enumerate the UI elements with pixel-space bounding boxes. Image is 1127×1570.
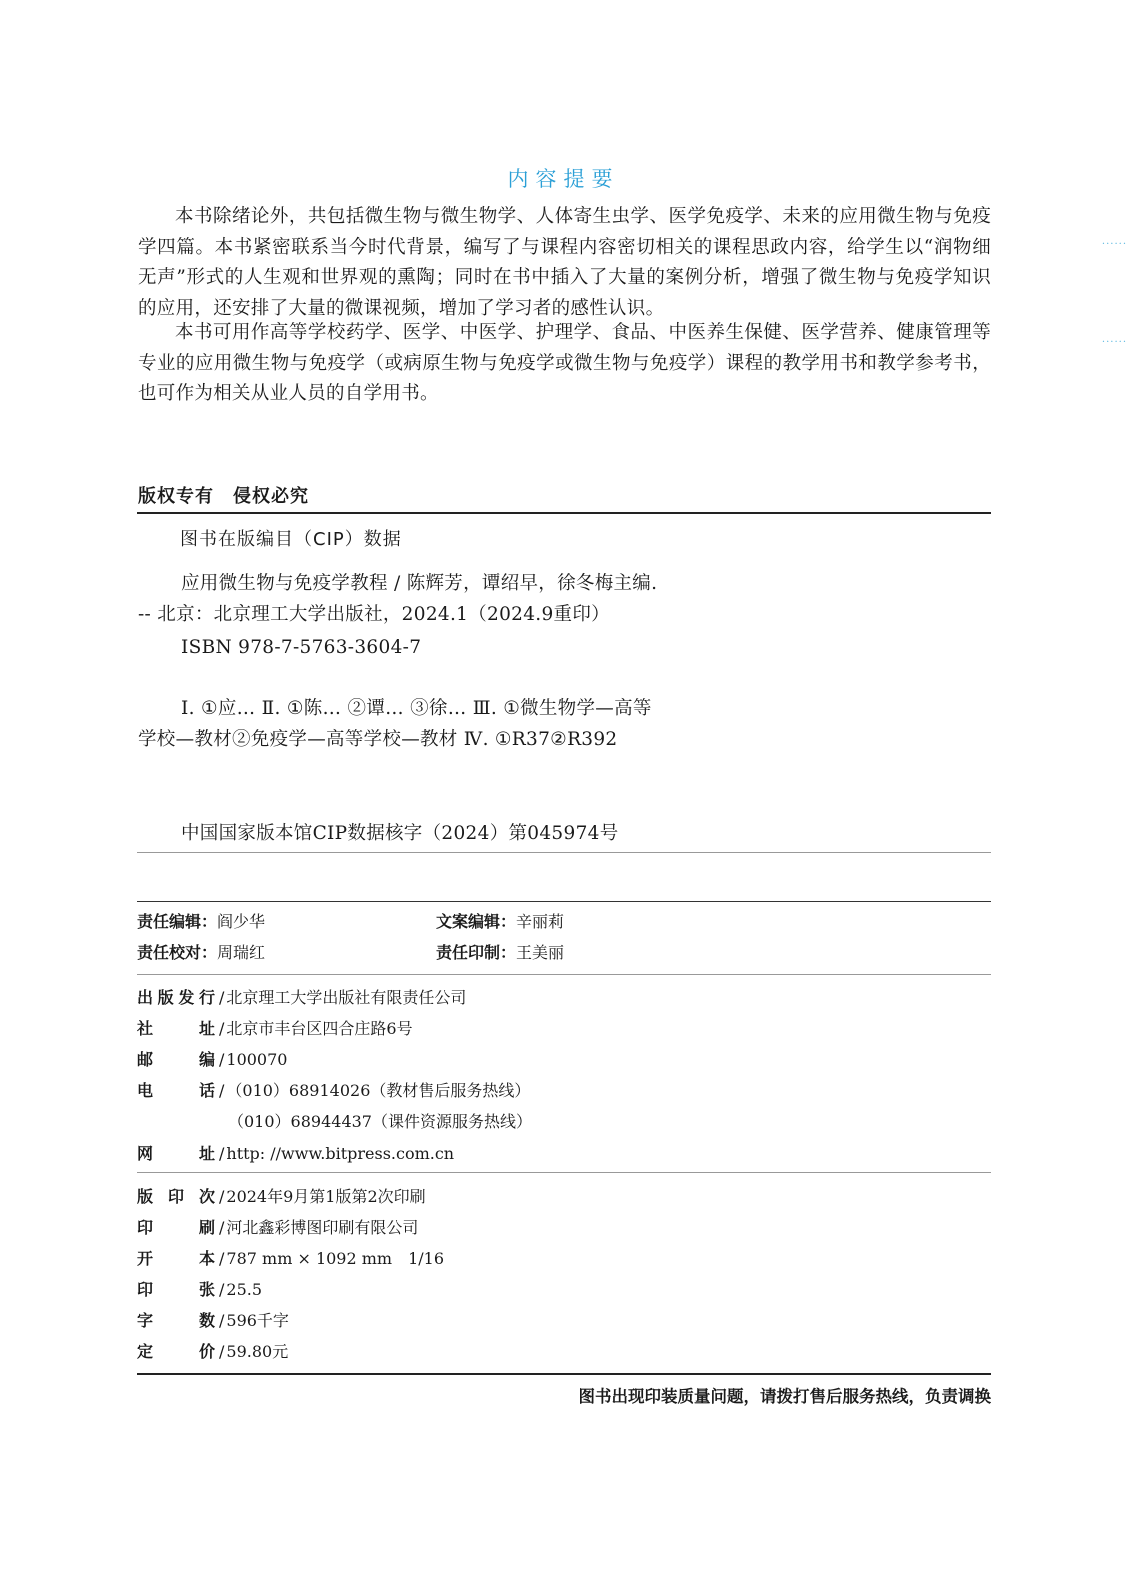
info-label: 网址 <box>137 1144 215 1163</box>
sheets-row: 印张 / 25.5 <box>137 1277 262 1300</box>
role-label: 责任校对： <box>137 943 218 962</box>
info-value: 59.80元 <box>226 1342 289 1361</box>
role-value: 阎少华 <box>217 912 266 931</box>
divider <box>137 901 991 902</box>
role-copy-editor <box>436 909 564 932</box>
quality-notice: 图书出现印装质量问题，请拨打售后服务热线，负责调换 <box>578 1387 991 1406</box>
info-label: 社址 <box>137 1019 215 1038</box>
divider <box>137 1172 991 1173</box>
info-label: 电话 <box>137 1081 215 1100</box>
info-label: 出版发行 <box>137 988 215 1007</box>
printer-row: 印刷 / 河北鑫彩博图印刷有限公司 <box>137 1215 418 1238</box>
word-count-row: 字数 / 596千字 <box>137 1308 289 1331</box>
price-row: 定价 / 59.80元 <box>137 1339 288 1362</box>
info-value: （010）68914026（教材售后服务热线） <box>226 1081 531 1100</box>
role-value: 周瑞红 <box>217 943 266 962</box>
info-value: http: //www.bitpress.com.cn <box>226 1144 455 1163</box>
role-value: 王美丽 <box>516 943 565 962</box>
divider <box>137 1373 991 1375</box>
info-value: 2024年9月第1版第2次印刷 <box>226 1187 426 1206</box>
website-row: 网址 / http: //www.bitpress.com.cn <box>137 1141 454 1164</box>
info-value: 北京市丰台区四合庄路6号 <box>226 1019 413 1038</box>
cip-isbn: ISBN 978-7-5763-3604-7 <box>181 637 422 658</box>
cip-title: 图书在版编目（CIP）数据 <box>180 529 402 550</box>
copyright-notice: 版权专有 侵权必究 <box>138 486 309 507</box>
summary-paragraph-2: 本书可用作高等学校药学、医学、中医学、护理学、食品、中医养生保健、医学营养、健康管理等专业的应用微生物与免疫学（或病原生物与免疫学或微生物与免疫学）课程的教学用书和教学参考书，也可作为相关从业人员的自学用书。 <box>138 322 991 404</box>
info-value: 北京理工大学出版社有限责任公司 <box>226 988 467 1007</box>
role-label: 责任印制： <box>436 943 517 962</box>
info-label: 邮编 <box>137 1050 215 1069</box>
role-proofreader <box>137 940 265 963</box>
postcode-row: 邮编 / 100070 <box>137 1047 287 1070</box>
publisher-row: 出版发行 / 北京理工大学出版社有限责任公司 <box>137 985 466 1008</box>
info-value: 596千字 <box>226 1311 289 1330</box>
cip-classification: Ⅰ. ①应… Ⅱ. ①陈… ②谭… ③徐… Ⅲ. ①微生物学—高等学校—教材②免疫学—高等学校—教材 Ⅳ. ①R37②R392 <box>138 698 652 750</box>
info-value: 787 mm × 1092 mm 1/16 <box>226 1249 445 1268</box>
address-row: 社址 / 北京市丰台区四合庄路6号 <box>137 1016 413 1039</box>
role-value: 辛丽莉 <box>516 912 565 931</box>
divider <box>137 974 991 975</box>
role-label: 文案编辑： <box>436 912 517 931</box>
role-editor <box>137 909 265 932</box>
info-value: （010）68944437（课件资源服务热线） <box>228 1112 532 1131</box>
divider <box>137 852 991 853</box>
edition-row: 版印次 / 2024年9月第1版第2次印刷 <box>137 1184 426 1207</box>
info-value: 100070 <box>226 1050 288 1069</box>
summary-title: 内容提要 <box>507 167 620 191</box>
info-label: 版印次 <box>137 1187 215 1206</box>
phone-row: 电话 / （010）68914026（教材售后服务热线） <box>137 1078 530 1101</box>
divider <box>137 512 991 514</box>
info-label: 印张 <box>137 1280 215 1299</box>
info-label: 定价 <box>137 1342 215 1361</box>
margin-dots-2: ...... <box>1101 334 1127 345</box>
margin-dots-1: ...... <box>1101 236 1127 247</box>
cip-entry: 应用微生物与免疫学教程 / 陈辉芳，谭绍早，徐冬梅主编. -- 北京：北京理工大学出版社，2024.1（2024.9重印） <box>138 573 658 625</box>
format-row: 开本 / 787 mm × 1092 mm 1/16 <box>137 1246 444 1269</box>
info-label: 印刷 <box>137 1218 215 1237</box>
info-label: 开本 <box>137 1249 215 1268</box>
phone-row-2 <box>228 1109 532 1132</box>
cip-verify: 中国国家版本馆CIP数据核字（2024）第045974号 <box>181 823 619 844</box>
role-label: 责任编辑： <box>137 912 218 931</box>
summary-paragraph-1: 本书除绪论外，共包括微生物与微生物学、人体寄生虫学、医学免疫学、未来的应用微生物与免疫学四篇。本书紧密联系当今时代背景，编写了与课程内容密切相关的课程思政内容，给学生以“润物细无声”形式的人生观和世界观的熏陶；同时在书中插入了大量的案例分析，增强了微生物与免疫学知识的应用，还安排了大量的微课视频，增加了学习者的感性认识。 <box>138 206 991 319</box>
info-value: 25.5 <box>226 1280 263 1299</box>
info-label: 字数 <box>137 1311 215 1330</box>
info-value: 河北鑫彩博图印刷有限公司 <box>226 1218 419 1237</box>
role-print-manager <box>436 940 564 963</box>
